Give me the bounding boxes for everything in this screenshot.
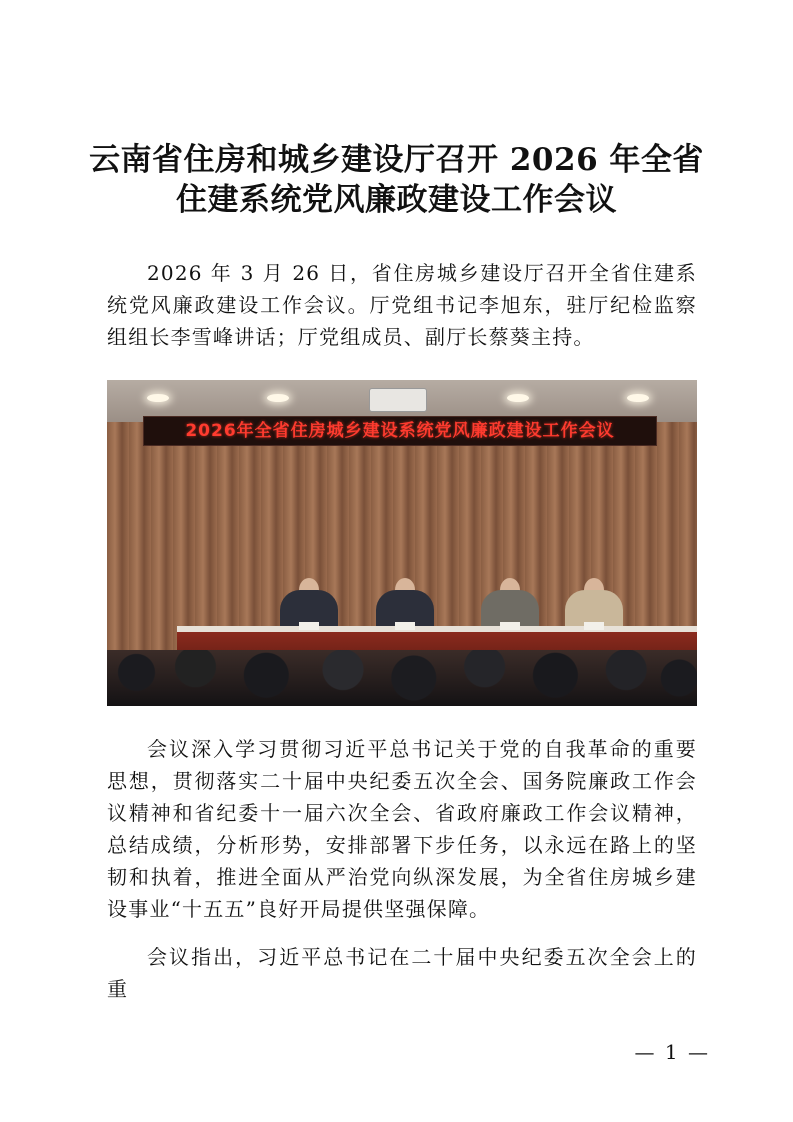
nameplate <box>584 622 604 630</box>
page-number: — 1 — <box>634 1040 710 1064</box>
nameplate <box>299 622 319 630</box>
title-line-1: 云南省住房和城乡建设厅召开 2026 年全省 <box>89 142 704 178</box>
ceiling-light <box>627 394 649 402</box>
stage-banner: 2026年全省住房城乡建设系统党风廉政建设工作会议 <box>143 416 657 446</box>
ceiling-light <box>507 394 529 402</box>
audience <box>107 650 697 706</box>
title-line-2: 住建系统党风廉政建设工作会议 <box>176 182 617 218</box>
paragraph-body-1: 会议深入学习贯彻习近平总书记关于党的自我革命的重要思想，贯彻落实二十届中央纪委五次全会、国务院廉政工作会议精神和省纪委十一届六次全会、省政府廉政工作会议精神，总结成绩，分析形势，安排部署下步任务，以永远在路上的坚韧和执着，推进全面从严治党向纵深发展，为全省住房城乡建设事业“十五五”良好开局提供坚强保障。 <box>107 737 697 921</box>
page-title <box>60 140 733 220</box>
ceiling-light <box>267 394 289 402</box>
nameplate <box>500 622 520 630</box>
nameplate <box>395 622 415 630</box>
paragraph-intro: 2026 年 3 月 26 日，省住房城乡建设厅召开全省住建系统党风廉政建设工作会议。厅党组书记李旭东，驻厅纪检监察组组长李雪峰讲话；厅党组成员、副厅长蔡葵主持。 <box>107 261 697 349</box>
meeting-photo <box>107 380 697 706</box>
paragraph-body-2: 会议指出，习近平总书记在二十届中央纪委五次全会上的重 <box>107 945 697 1001</box>
projector <box>369 388 427 412</box>
ceiling-light <box>147 394 169 402</box>
